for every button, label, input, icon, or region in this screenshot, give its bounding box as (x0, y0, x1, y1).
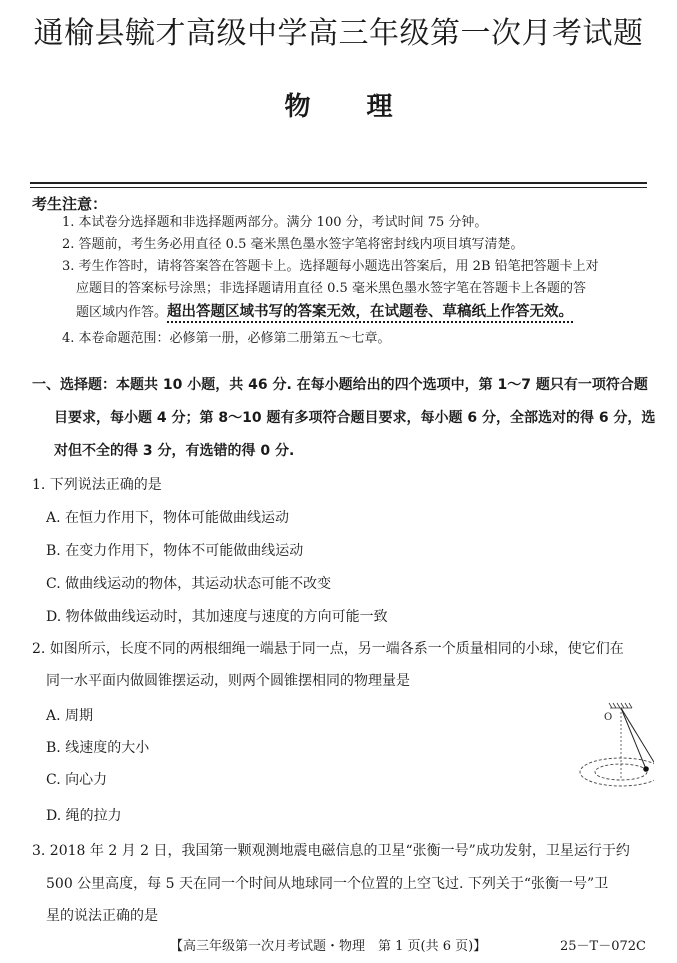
subject-char-1: 物 (284, 92, 311, 122)
notice-line-1: 1. 本试卷分选择题和非选择题两部分。满分 100 分，考试时间 75 分钟。 (62, 215, 488, 230)
q2-option-d: D. 绳的拉力 (46, 808, 122, 824)
q1-stem: 1. 下列说法正确的是 (32, 477, 162, 493)
q2-stem-line-2: 同一水平面内做圆锥摆运动，则两个圆锥摆相同的物理量是 (46, 673, 410, 689)
header-rule-thin (30, 187, 647, 188)
q1-option-a: A. 在恒力作用下，物体可能做曲线运动 (46, 510, 290, 526)
section-1-line-2: 目要求，每小题 4 分；第 8～10 题有多项符合题目要求，每小题 6 分，全部选对的得 6 分，选 (54, 410, 656, 426)
q2-option-c: C. 向心力 (46, 772, 108, 788)
footer-code: 25－T－072C (560, 939, 646, 954)
q2-option-a: A. 周期 (46, 708, 94, 724)
notice-emphasis: 超出答题区域书写的答案无效，在试题卷、草稿纸上作答无效。 (167, 304, 574, 320)
short-string (621, 708, 646, 769)
q3-stem-line-3: 星的说法正确的是 (46, 908, 158, 924)
notice-line-5-text: 题区域内作答。 (76, 305, 168, 320)
footer-page-info: 【高三年级第一次月考试题・物理 第 1 页(共 6 页)】 (170, 939, 487, 954)
notice-line-4: 应题目的答案标号涂黑；非选择题请用直径 0.5 毫米黑色墨水签字笔在答题卡上各题的答 (76, 281, 586, 296)
pivot-label: O (604, 712, 613, 723)
q1-option-b: B. 在变力作用下，物体不可能做曲线运动 (46, 543, 304, 559)
subject-char-2: 理 (366, 92, 393, 122)
section-1-line-1: 一、选择题：本题共 10 小题，共 46 分. 在每小题给出的四个选项中，第 1～7 题只有一项符合题 (32, 377, 648, 393)
ceiling-hatch (609, 703, 632, 708)
subject-title (0, 86, 677, 123)
ball-inner (643, 766, 649, 772)
exam-title: 通榆县毓才高级中学高三年级第一次月考试题 (33, 16, 644, 51)
q3-stem-line-2: 500 公里高度，每 5 天在同一个时间从地球同一个位置的上空飞过. 下列关于“张衡一号”卫 (46, 876, 609, 892)
notice-heading: 考生注意： (32, 195, 108, 213)
header-rule-thick (30, 182, 647, 184)
notice-line-5 (76, 301, 573, 324)
notice-line-2: 2. 答题前，考生务必用直径 0.5 毫米黑色墨水签字笔将密封线内项目填写清楚。 (62, 237, 524, 252)
q3-stem-line-1: 3. 2018 年 2 月 2 日，我国第一颗观测地震电磁信息的卫星“张衡一号”成功发射，卫星运行于约 (32, 843, 630, 859)
notice-line-6: 4. 本卷命题范围：必修第一册，必修第二册第五～七章。 (62, 331, 391, 346)
notice-line-3: 3. 考生作答时，请将答案答在答题卡上。选择题每小题选出答案后，用 2B 铅笔把答题卡上对 (62, 259, 599, 274)
q2-option-b: B. 线速度的大小 (46, 740, 150, 756)
section-1-line-3: 对但不全的得 3 分，有选错的得 0 分. (54, 443, 295, 459)
conical-pendulum-figure (574, 700, 654, 795)
q1-option-d: D. 物体做曲线运动时，其加速度与速度的方向可能一致 (46, 609, 388, 625)
q2-stem-line-1: 2. 如图所示，长度不同的两根细绳一端悬于同一点，另一端各系一个质量相同的小球，使它们在 (32, 641, 624, 657)
long-string (621, 708, 654, 772)
q1-option-c: C. 做曲线运动的物体，其运动状态可能不改变 (46, 576, 332, 592)
